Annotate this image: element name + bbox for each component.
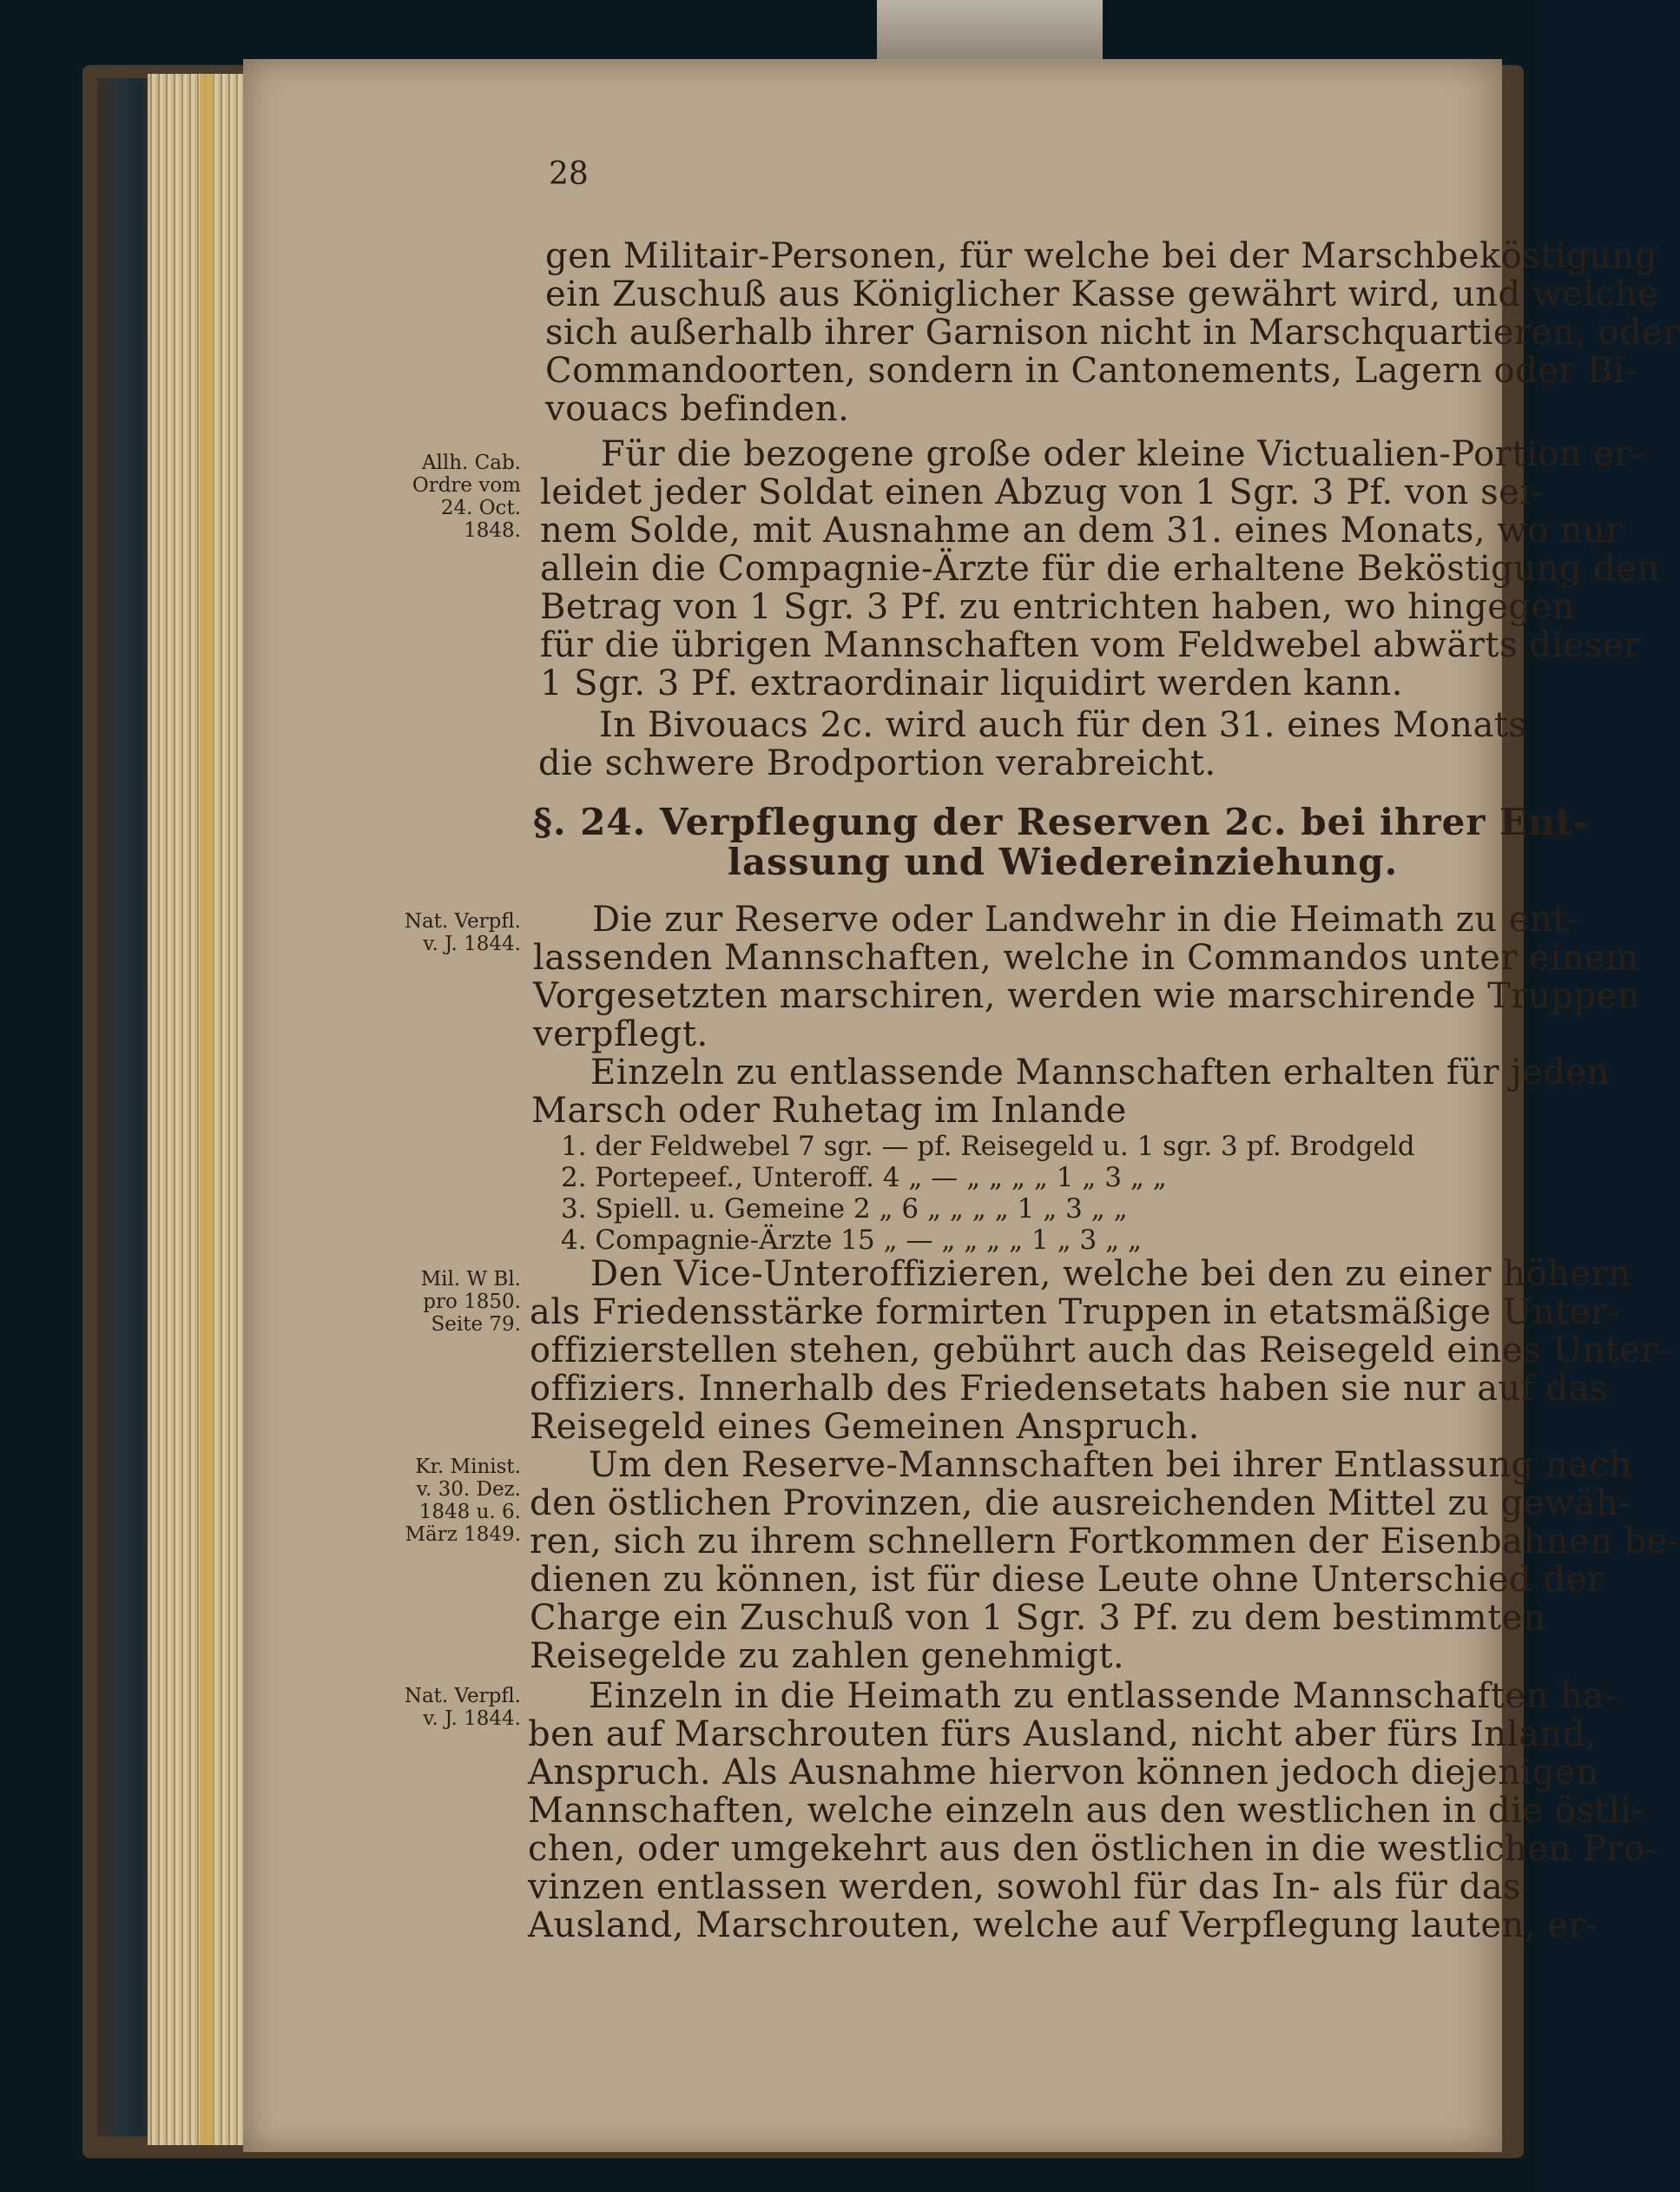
text-line: offiziers. Innerhalb des Friedensetats haben sie nur auf das — [530, 1369, 1608, 1409]
text-line: die schwere Brodportion verabreicht. — [538, 743, 1216, 783]
text-line: In Bivouacs 2c. wird auch für den 31. eines Monats — [599, 705, 1527, 745]
text-line: für die übrigen Mannschaften vom Feldwebel abwärts dieser — [540, 625, 1641, 665]
text-line: Den Vice-Unteroffizieren, welche bei den zu einer höhern — [590, 1254, 1631, 1294]
text-line: vinzen entlassen werden, sowohl für das In- als für das — [528, 1867, 1522, 1907]
text-line: allein die Compagnie-Ärzte für die erhaltene Beköstigung den — [540, 549, 1660, 589]
sidenote: Nat. Verpfl. v. J. 1844. — [404, 1685, 521, 1730]
text-line: ben auf Marschrouten fürs Ausland, nicht aber fürs Inland, — [528, 1714, 1597, 1754]
text-line: Die zur Reserve oder Landwehr in die Heimath zu ent- — [592, 900, 1579, 940]
text-line: offizierstellen stehen, gebührt auch das Reisegeld eines Unter- — [530, 1330, 1670, 1370]
text-line: Reisegelde zu zahlen genehmigt. — [530, 1636, 1125, 1676]
text-line: Mannschaften, welche einzeln aus den westlichen in die östli- — [528, 1791, 1644, 1831]
text-line: gen Militair-Personen, für welche bei der Marschbeköstigung — [545, 236, 1657, 276]
text-line: Vorgesetzten marschiren, werden wie marschirende Truppen — [533, 976, 1640, 1016]
table-row: 2. Portepeef., Unteroff. 4 „ — „ „ „ „ 1 „ 3 „ „ — [561, 1162, 1167, 1193]
sidenote: Mil. W Bl. pro 1850. Seite 79. — [420, 1268, 521, 1336]
text-line: Betrag von 1 Sgr. 3 Pf. zu entrichten haben, wo hingegen — [540, 587, 1575, 627]
text-line: lassenden Mannschaften, welche in Commandos unter einem — [533, 938, 1639, 978]
text-line: verpflegt. — [533, 1014, 708, 1054]
text-line: ein Zuschuß aus Königlicher Kasse gewährt wird, und welche — [545, 274, 1659, 314]
section-heading: §. 24. Verpflegung der Reserven 2c. bei ihrer Ent- — [533, 801, 1590, 843]
text-line: Marsch oder Ruhetag im Inlande — [531, 1091, 1127, 1131]
text-line: Um den Reserve-Mannschaften bei ihrer Entlassung nach — [589, 1445, 1632, 1485]
text-line: als Friedensstärke formirten Truppen in etatsmäßige Unter- — [530, 1292, 1620, 1332]
sidenote: Kr. Minist. v. 30. Dez. 1848 u. 6. März 1849. — [405, 1456, 521, 1546]
text-line: chen, oder umgekehrt aus den östlichen in die westlichen Pro- — [528, 1829, 1657, 1869]
text-line: nem Solde, mit Ausnahme an dem 31. eines Monats, wo nur — [540, 511, 1624, 551]
text-line: Ausland, Marschrouten, welche auf Verpflegung lauten, er- — [528, 1905, 1598, 1945]
text-line: den östlichen Provinzen, die ausreichenden Mittel zu gewäh- — [530, 1483, 1631, 1523]
text-line: Für die bezogene große oder kleine Victualien-Portion er- — [601, 434, 1644, 474]
text-line: sich außerhalb ihrer Garnison nicht in Marschquartieren, oder — [545, 313, 1680, 353]
gilt-edge — [200, 74, 214, 2145]
text-line: Anspruch. Als Ausnahme hiervon können jedoch diejenigen — [528, 1753, 1599, 1793]
table-row: 1. der Feldwebel 7 sgr. — pf. Reisegeld u. 1 sgr. 3 pf. Brodgeld — [561, 1131, 1415, 1162]
text-line: Commandoorten, sondern in Cantonements, Lagern oder Bi- — [545, 351, 1637, 391]
text-line: vouacs befinden. — [545, 389, 850, 429]
table-row: 4. Compagnie-Ärzte 15 „ — „ „ „ „ 1 „ 3 „ „ — [561, 1225, 1143, 1256]
tape-strip — [877, 0, 1103, 61]
text-line: Einzeln zu entlassende Mannschaften erhalten für jeden — [590, 1053, 1610, 1093]
page-edges — [148, 74, 252, 2145]
text-line: Einzeln in die Heimath zu entlassende Mannschaften ha- — [589, 1676, 1617, 1716]
section-heading: lassung und Wiedereinziehung. — [728, 841, 1399, 883]
text-line: leidet jeder Soldat einen Abzug von 1 Sgr. 3 Pf. von sei- — [540, 472, 1544, 512]
sidenote: Nat. Verpfl. v. J. 1844. — [404, 910, 521, 955]
text-line: ren, sich zu ihrem schnellern Fortkommen der Eisenbahnen be- — [530, 1522, 1680, 1561]
text-line: dienen zu können, ist für diese Leute ohne Unterschied der — [530, 1560, 1604, 1600]
sidenote: Allh. Cab. Ordre vom 24. Oct. 1848. — [412, 452, 521, 542]
text-line: Reisegeld eines Gemeinen Anspruch. — [530, 1407, 1200, 1447]
text-line: Charge ein Zuschuß von 1 Sgr. 3 Pf. zu dem bestimmten — [530, 1598, 1546, 1638]
text-line: 1 Sgr. 3 Pf. extraordinair liquidirt werden kann. — [540, 664, 1403, 703]
table-row: 3. Spiell. u. Gemeine 2 „ 6 „ „ „ „ 1 „ 3 „ „ — [561, 1193, 1128, 1225]
page-number: 28 — [549, 156, 589, 192]
